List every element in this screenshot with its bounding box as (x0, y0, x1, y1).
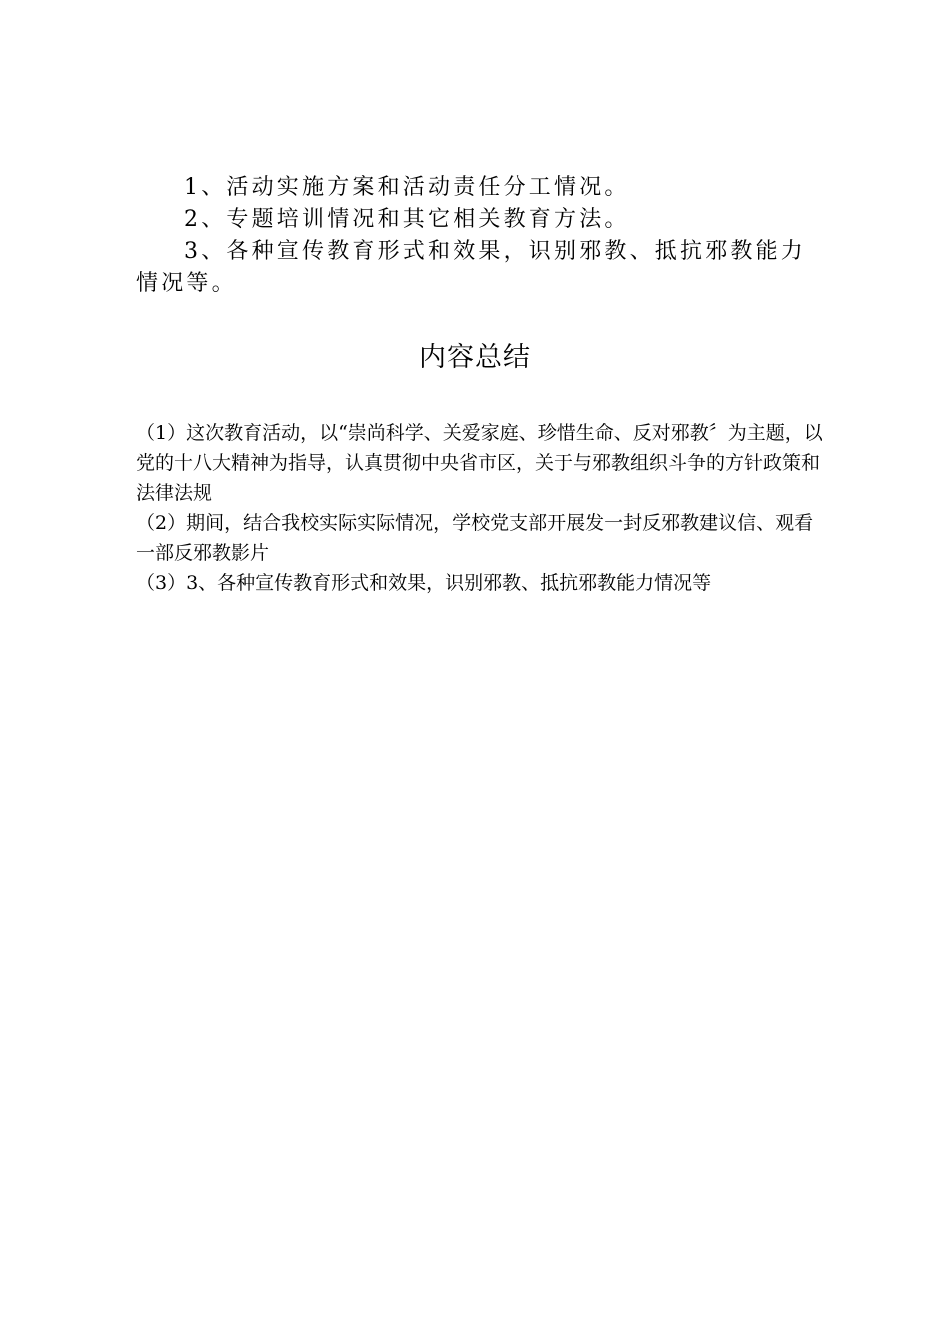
list-item-1: 1、活动实施方案和活动责任分工情况。 (184, 175, 630, 200)
summary-title: 内容总结 (419, 342, 531, 373)
list-item-2: 2、专题培训情况和其它相关教育方法。 (184, 207, 630, 232)
report-requirements-list (136, 172, 826, 300)
summary-paragraph-3: （3）3、各种宣传教育形式和效果，识别邪教、抵抗邪教能力情况等 (136, 572, 712, 594)
summary-body (136, 418, 826, 598)
summary-paragraph-2: （2）期间，结合我校实际实际情况，学校党支部开展发一封反邪教建议信、观看一部反邪教影片 (136, 512, 814, 564)
summary-paragraph-1: （1）这次教育活动，以“崇尚科学、关爱家庭、珍惜生命、反对邪教〞为主题，以党的十八大精神为指导，认真贯彻中央省市区，关于与邪教组织斗争的方针政策和法律法规 (136, 422, 823, 504)
list-item-3: 3、各种宣传教育形式和效果，识别邪教、抵抗邪教能力情况等。 (136, 239, 806, 296)
